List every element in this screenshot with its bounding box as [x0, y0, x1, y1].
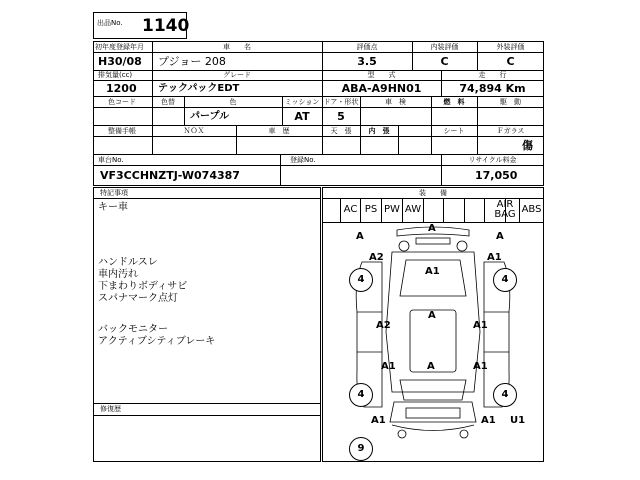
interior-score-value: C: [440, 55, 449, 68]
damage-mark: A1: [371, 415, 386, 426]
lot-number: 1140: [142, 16, 190, 36]
reg-date-label: 初年度登録年月: [95, 43, 144, 51]
wheel-rating-circle: 4: [493, 383, 517, 407]
score-label: 評価点: [356, 43, 378, 51]
service-book-label: 整備手帳: [108, 127, 136, 135]
mileage-label: 走 行: [478, 71, 507, 79]
color-value: パープル: [190, 111, 230, 122]
reg-date-value: H30/08: [98, 55, 142, 68]
chassis-label: 車台No.: [98, 156, 124, 164]
damage-mark: A1: [381, 361, 396, 372]
score-value: 3.5: [357, 55, 377, 68]
equipment-ac: AC: [343, 204, 358, 215]
inspection-label: 車 検: [385, 98, 406, 106]
drive-label: 駆 動: [500, 98, 521, 106]
chassis-value: VF3CCHNZTJ-W074387: [100, 169, 240, 182]
recycle-fee-label: リサイクル料金: [468, 156, 517, 164]
model-code-label: 型 式: [367, 71, 396, 79]
damage-mark: A2: [376, 320, 391, 331]
mileage-value: 74,894 Km: [459, 82, 526, 95]
notes-line: ハンドルスレ: [98, 257, 158, 268]
equipment-aw: AW: [404, 204, 422, 215]
lot-number-box: [93, 12, 190, 39]
grade-value: テックパックEDT: [158, 83, 240, 94]
mission-label: ミッション: [284, 98, 320, 106]
displacement-label: 排気量(cc): [98, 71, 133, 79]
windshield-value: 傷: [522, 139, 533, 152]
color-change-label: 色替: [161, 98, 175, 106]
windshield-label: Ｆガラス: [496, 127, 525, 135]
displacement-value: 1200: [106, 82, 137, 95]
damage-mark: A: [428, 223, 436, 234]
car-name-label: 車 名: [223, 43, 251, 51]
interior-score-label: 内装評価: [430, 43, 459, 51]
damage-mark: A1: [481, 415, 496, 426]
notes-line: アクティブシティブレーキ: [98, 336, 216, 347]
history-label: 車 歴: [268, 127, 290, 135]
car-name-value: プジョー 208: [158, 55, 226, 68]
doors-label: ドア・形状: [323, 98, 359, 106]
equipment-pw: PW: [384, 204, 400, 215]
mission-value: AT: [294, 110, 310, 123]
recycle-fee-value: 17,050: [475, 169, 518, 182]
equipment-airbag: AIR BAG: [494, 199, 516, 220]
exterior-score-label: 外装評価: [496, 43, 525, 51]
nox-label: ＮＯＸ: [183, 127, 205, 135]
car-diagram: [322, 222, 544, 462]
notes-line: バックモニター: [98, 324, 168, 335]
color-code-label: 色コード: [108, 98, 136, 106]
spare-tire-circle: 9: [349, 437, 373, 461]
notes-label: 特記事項: [100, 189, 128, 197]
exterior-score-value: C: [506, 55, 515, 68]
damage-mark: A1: [473, 361, 488, 372]
model-code-value: ABA-A9HN01: [341, 82, 422, 95]
damage-mark: A: [356, 231, 364, 242]
damage-mark: A: [496, 231, 504, 242]
doors-value: 5: [337, 110, 345, 123]
notes-line: 車内汚れ: [98, 269, 138, 280]
headliner-label: 天 張: [330, 127, 352, 135]
damage-mark: U1: [510, 415, 526, 426]
notes-line: キー車: [98, 202, 128, 213]
repair-history-label: 修復歴: [100, 405, 121, 413]
equipment-label: 装 備: [419, 189, 447, 197]
damage-mark: A1: [473, 320, 488, 331]
fuel-label: 燃 料: [443, 98, 465, 106]
notes-line: スパナマーク点灯: [98, 293, 178, 304]
color-label: 色: [229, 98, 237, 106]
interior-trim-label: 内 張: [368, 127, 390, 135]
damage-mark: A: [428, 310, 436, 321]
wheel-rating-circle: 4: [493, 268, 517, 292]
seat-label: シート: [443, 127, 465, 135]
damage-mark: A1: [425, 266, 440, 277]
grade-label: グレード: [223, 71, 251, 79]
wheel-rating-circle: 4: [349, 268, 373, 292]
equipment-ps: PS: [364, 204, 378, 215]
notes-line: 下まわりボディサビ: [98, 281, 188, 292]
damage-mark: A2: [369, 252, 384, 263]
registration-label: 登録No.: [290, 156, 316, 164]
wheel-rating-circle: 4: [349, 383, 373, 407]
equipment-row: [322, 198, 544, 222]
damage-mark: A1: [487, 252, 502, 263]
lot-number-label: 出品No.: [97, 19, 123, 27]
damage-mark: A: [427, 361, 435, 372]
equipment-abs: ABS: [521, 204, 542, 215]
